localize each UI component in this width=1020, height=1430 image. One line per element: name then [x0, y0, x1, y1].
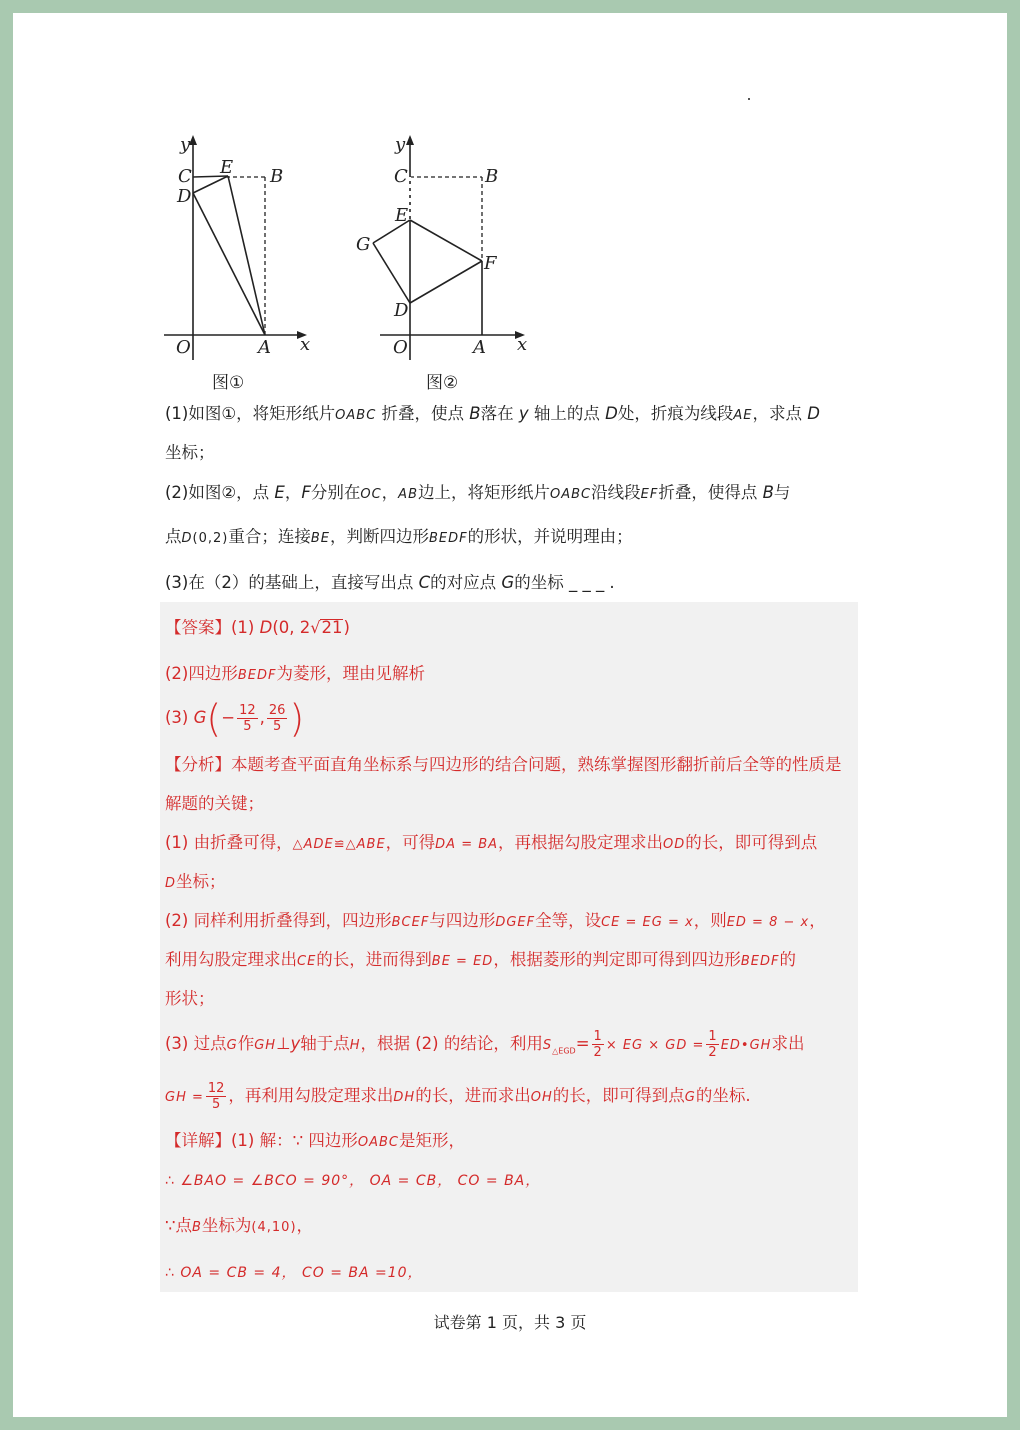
- fig1-label-c: C: [178, 166, 192, 187]
- fig2-label-y: y: [395, 134, 406, 155]
- analysis-p3-line-1: (3) 过点G作GH⊥y轴于点H，根据 (2) 的结论，利用$S_{\triangle EGD}=$ $\frac{1}{2}$ × EG × GD = $\frac{1}{2}$ ED•GH求出: [165, 1029, 805, 1060]
- analysis-line-1: 【分析】本题考查平面直角坐标系与四边形的结合问题，熟练掌握图形翻折前后全等的性质是: [165, 755, 842, 774]
- figure-2: [350, 130, 540, 370]
- fig1-label-a: A: [258, 337, 271, 358]
- analysis-line-2: 解题的关键；: [165, 794, 264, 813]
- analysis-p1-line-1: (1) 由折叠可得，△ADE≌△ABE，可得DA = BA，再根据勾股定理求出OD的长，即可得到点: [165, 833, 818, 852]
- question-1-line-1: (1)如图①，将矩形纸片OABC 折叠，使点 B落在 y 轴上的点 D处，折痕为线段AE，求点 D: [165, 404, 820, 423]
- analysis-fraction-gh: $\frac{12}{5}$: [207, 1081, 225, 1112]
- fig1-label-y: y: [180, 134, 191, 155]
- fig1-y-arrow: [189, 135, 197, 145]
- fig2-label-d: D: [394, 300, 409, 321]
- question-2-line-2: 点D(0,2)重合；连接BE，判断四边形BEDF的形状，并说明理由；: [165, 527, 633, 546]
- detail-line-1: 【详解】(1) 解：∵ 四边形OABC是矩形，: [165, 1131, 465, 1150]
- fig2-label-x: x: [517, 334, 528, 355]
- fig2-label-a: A: [473, 337, 486, 358]
- fig1-ed: [193, 176, 228, 193]
- answer-line-2: (2)四边形BEDF为菱形，理由见解析: [165, 664, 425, 683]
- fig1-ea: [228, 176, 265, 335]
- fig1-caption: 图①: [212, 373, 245, 393]
- fig2-label-g: G: [356, 234, 371, 255]
- fig1-label-b: B: [270, 166, 284, 187]
- detail-line-3: ∵点B坐标为(4,10)，: [165, 1216, 314, 1235]
- question-1-line-2: 坐标；: [165, 443, 215, 462]
- answer-line-3: (3) G(− $\frac{12}{5}$ , $\frac{26}{5}$ ): [165, 696, 305, 741]
- analysis-p2-line-3: 形状；: [165, 989, 215, 1008]
- fig1-label-d: D: [177, 186, 192, 207]
- fig1-da: [193, 193, 265, 335]
- figure-1: [150, 130, 330, 370]
- fig2-label-c: C: [394, 166, 408, 187]
- analysis-p2-line-1: (2) 同样利用折叠得到，四边形BCEF与四边形DGEF全等，设CE = EG = x，则ED = 8 − x，: [165, 911, 826, 930]
- analysis-p1-line-2: D坐标；: [165, 872, 226, 891]
- answer-fraction-1: $\frac{12}{5}$: [239, 703, 256, 734]
- analysis-fraction-half-1: $\frac{1}{2}$: [593, 1029, 602, 1060]
- question-3: (3)在（2）的基础上，直接写出点 C的对应点 G的坐标 _ _ _ .: [165, 573, 615, 592]
- fig2-label-e: E: [395, 205, 409, 226]
- fig2-ef: [410, 220, 482, 261]
- fig2-df: [410, 261, 482, 303]
- fig2-caption: 图②: [426, 373, 459, 393]
- detail-line-4: ∴ OA = CB = 4， CO = BA =10，: [165, 1265, 423, 1281]
- question-2-line-1: (2)如图②，点 E，F分别在OC，AB边上，将矩形纸片OABC沿线段EF折叠，使得点 B与: [165, 483, 791, 502]
- analysis-fraction-half-2: $\frac{1}{2}$: [708, 1029, 717, 1060]
- fig1-label-e: E: [220, 157, 234, 178]
- detail-line-2: ∴ ∠BAO = ∠BCO = 90°， OA = CB， CO = BA，: [165, 1173, 541, 1189]
- fig1-label-x: x: [300, 334, 311, 355]
- analysis-p3-line-2: GH = $\frac{12}{5}$ ，再利用勾股定理求出DH的长，进而求出OH的长，即可得到点G的坐标.: [165, 1081, 751, 1112]
- fig2-label-f: F: [484, 253, 497, 274]
- fig2-label-b: B: [485, 166, 499, 187]
- page-footer: 试卷第 1 页，共 3 页: [433, 1313, 587, 1332]
- analysis-p2-line-2: 利用勾股定理求出CE的长，进而得到BE = ED，根据菱形的判定即可得到四边形BEDF的: [165, 950, 796, 969]
- fig1-label-o: O: [176, 337, 191, 358]
- answer-line-1: 【答案】(1) D(0, 2√21): [165, 618, 350, 637]
- fig2-gd: [373, 243, 410, 303]
- fig2-label-o: O: [393, 337, 408, 358]
- stray-dot: [748, 98, 750, 100]
- fig2-y-arrow: [406, 135, 414, 145]
- answer-fraction-2: $\frac{26}{5}$: [268, 703, 286, 734]
